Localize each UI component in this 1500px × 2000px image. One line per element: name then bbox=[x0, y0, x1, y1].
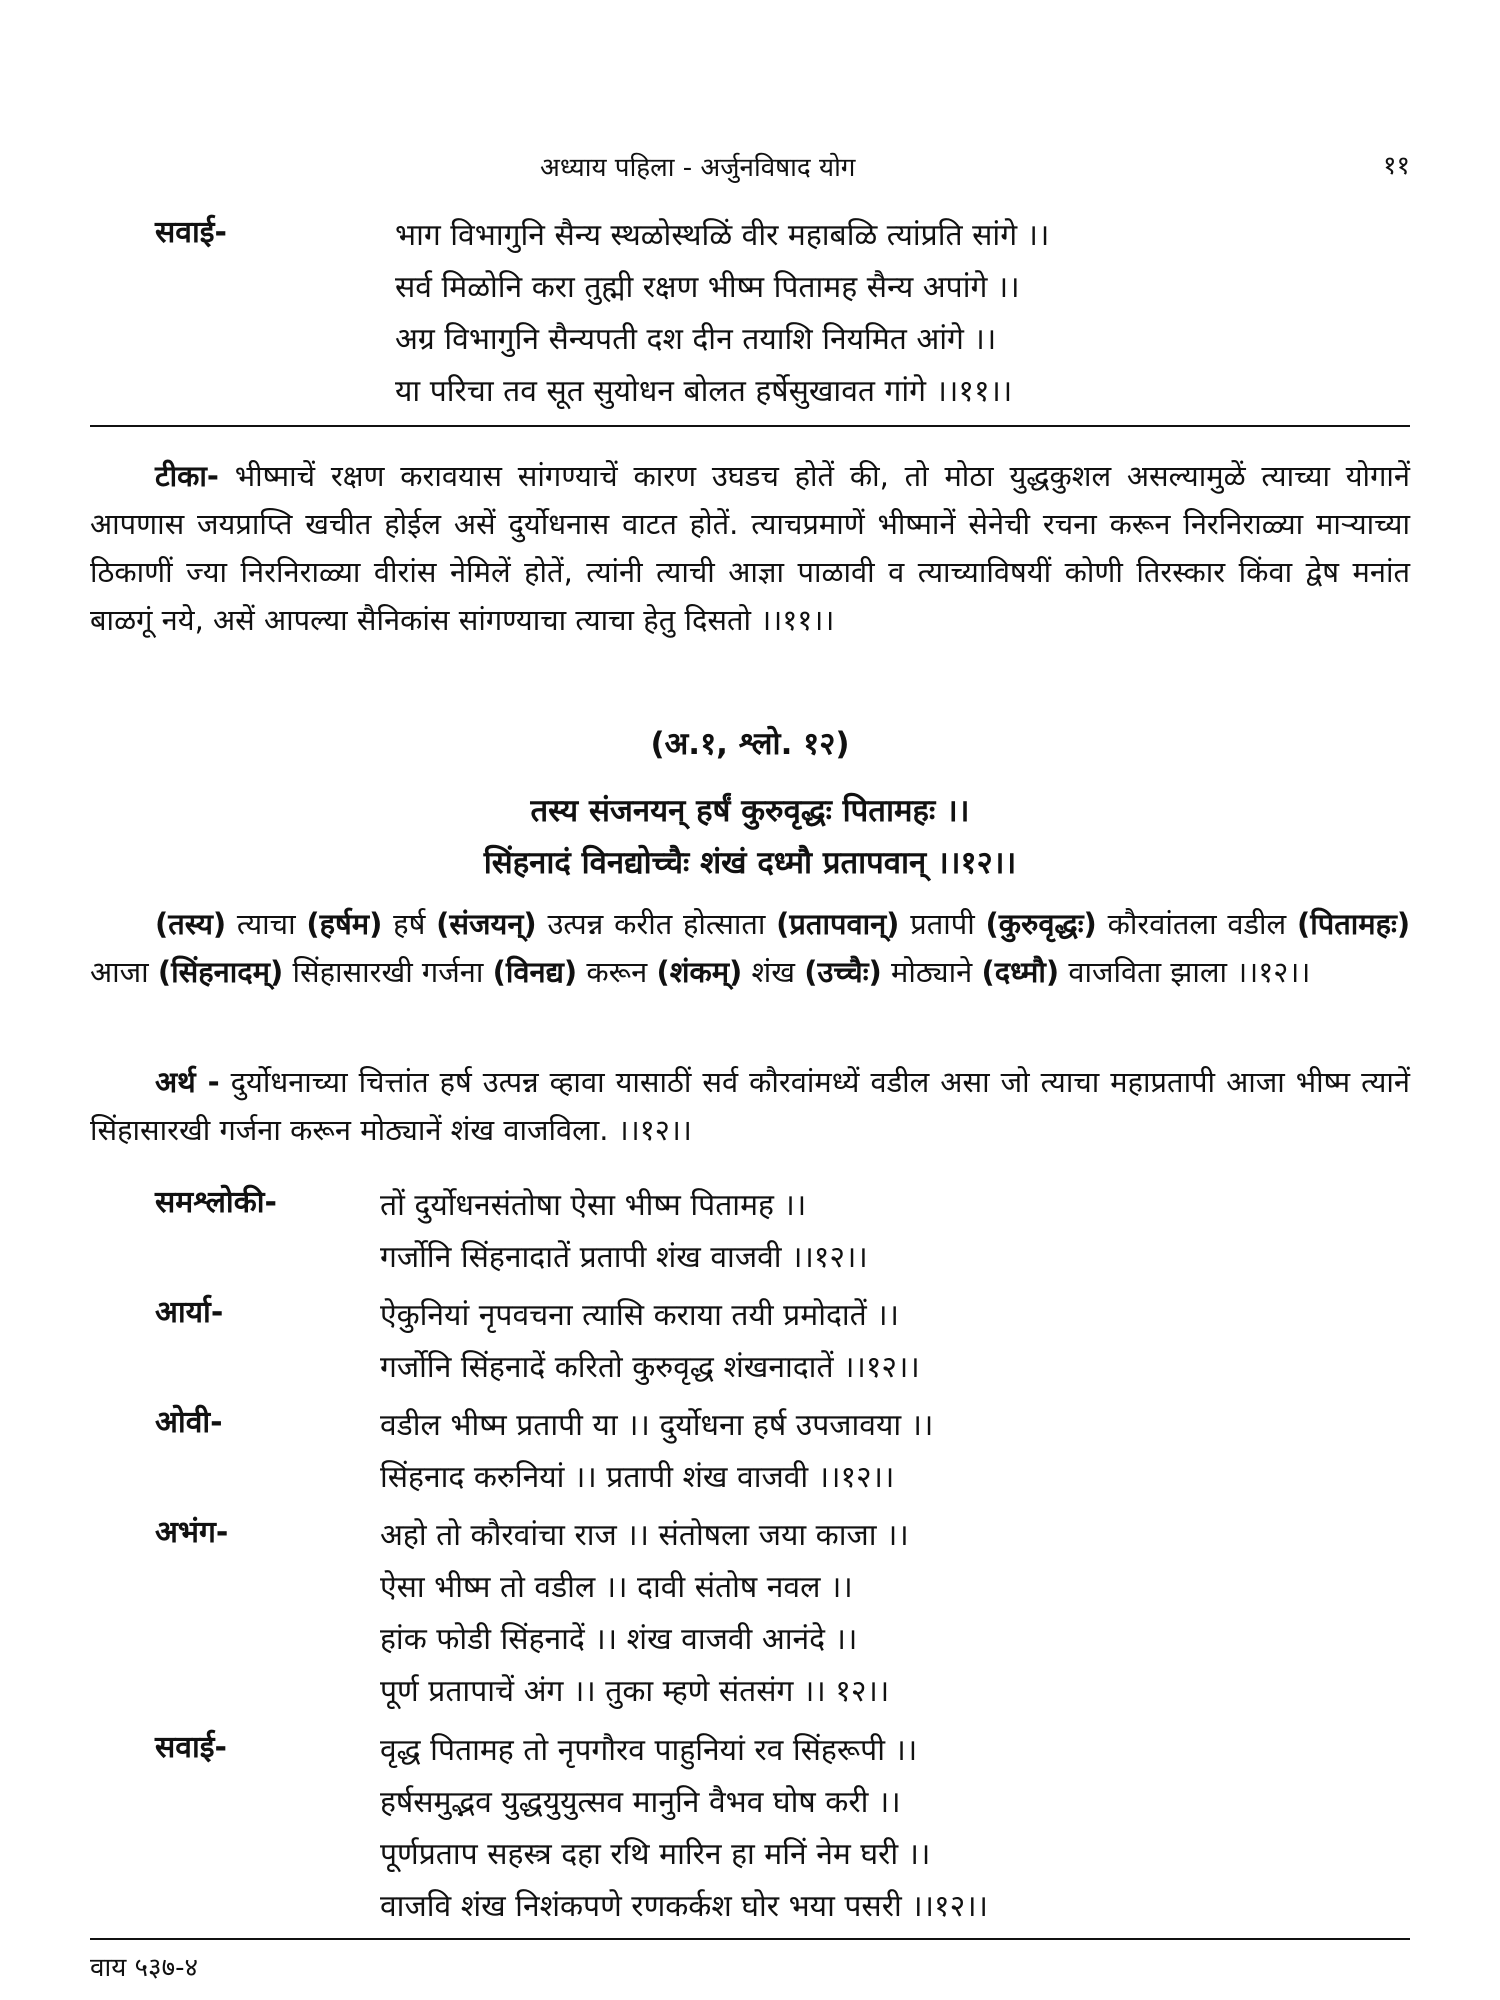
marathi-meaning: शंख bbox=[751, 955, 795, 989]
footer-divider bbox=[90, 1938, 1410, 1940]
verse-line: या परिचा तव सूत सुयोधन बोलत हर्षेसुखावत गांगे ।।११।। bbox=[395, 374, 1013, 409]
sanskrit-word: (तस्य) bbox=[155, 907, 227, 941]
sanskrit-word: (कुरुवृद्धः) bbox=[985, 907, 1097, 941]
marathi-meaning: सिंहासारखी गर्जना bbox=[292, 955, 484, 989]
verse-line: भाग विभागुनि सैन्य स्थळोस्थळिं वीर महाबळि त्यांप्रति सांगे ।। bbox=[395, 218, 1050, 253]
verse-label: ओवी- bbox=[155, 1405, 223, 1440]
sanskrit-word: (सिंहनादम्) bbox=[157, 955, 284, 989]
verse-label: समश्लोकी- bbox=[155, 1185, 277, 1220]
sanskrit-word: (हर्षम) bbox=[306, 907, 383, 941]
verse-label: सवाई- bbox=[155, 1730, 227, 1765]
verse-line: पूर्ण प्रतापाचें अंग ।। तुका म्हणे संतसंग ।। १२।। bbox=[380, 1674, 890, 1709]
verse-line: ऐसा भीष्म तो वडील ।। दावी संतोष नवल ।। bbox=[380, 1570, 853, 1605]
marathi-meaning: उत्पन्न करीत होत्साता bbox=[547, 907, 766, 941]
shloka-reference: (अ.१, श्लो. १२) bbox=[650, 726, 850, 762]
verse-line: तों दुर्योधनसंतोषा ऐसा भीष्म पितामह ।। bbox=[380, 1188, 807, 1223]
sanskrit-word: (दध्मौ) bbox=[981, 955, 1060, 989]
page-number: ११ bbox=[1382, 151, 1410, 181]
sanskrit-word: (संजयन्) bbox=[436, 907, 537, 941]
marathi-meaning: करून bbox=[586, 955, 648, 989]
verse-label: अभंग- bbox=[155, 1515, 229, 1550]
verse-line: वडील भीष्म प्रतापी या ।। दुर्योधना हर्ष उपजावया ।। bbox=[380, 1408, 934, 1443]
marathi-meaning: त्याचा bbox=[236, 907, 296, 941]
word-meaning-paragraph bbox=[90, 900, 1410, 996]
marathi-meaning: मोठ्याने bbox=[891, 955, 973, 989]
footer-code: वाय ५३७-४ bbox=[90, 1953, 198, 1983]
shloka-line: तस्य संजनयन् हर्षं कुरुवृद्धः पितामहः ।। bbox=[530, 793, 970, 829]
sanskrit-word: (प्रतापवान्) bbox=[776, 907, 900, 941]
artha-text: दुर्योधनाच्या चित्तांत हर्ष उत्पन्न व्हावा यासाठीं सर्व कौरवांमध्यें वडील असा जो त्याचा महाप्रतापी आजा भीष्म त्यानें सिंहासारखी गर्जना करून मोठ्यानें शंख वाजविला. ।।१२।। bbox=[90, 1065, 1410, 1147]
marathi-meaning: वाजविता झाला ।।१२।। bbox=[1068, 955, 1311, 989]
tika-label: टीका- bbox=[155, 459, 219, 493]
sanskrit-word: (शंकम्) bbox=[656, 955, 743, 989]
artha-label: अर्थ - bbox=[155, 1065, 220, 1099]
sanskrit-word: (विनद्य) bbox=[492, 955, 578, 989]
running-head: अध्याय पहिला - अर्जुनविषाद योग bbox=[540, 153, 856, 183]
verse-line: वाजवि शंख निशंकपणे रणकर्कश घोर भया पसरी ।।१२।। bbox=[380, 1889, 988, 1924]
verse-line: हर्षसमुद्भव युद्धयुयुत्सव मानुनि वैभव घोष करी ।। bbox=[380, 1785, 901, 1820]
marathi-meaning: आजा bbox=[90, 955, 149, 989]
divider bbox=[90, 425, 1410, 427]
tika-text: भीष्माचें रक्षण करावयास सांगण्याचें कारण उघडच होतें की, तो मोठा युद्धकुशल असल्यामुळें त्याच्या योगानें आपणास जयप्राप्ति खचीत होईल असें दुर्योधनास वाटत होतें. त्याचप्रमाणें भीष्मानें सेनेची रचना करून निरनिराळ्या माऱ्याच्या ठिकाणीं ज्या निरनिराळ्या वीरांस नेमिलें होतें, त्यांनी त्याची आज्ञा पाळावी व त्याच्याविषयीं कोणी तिरस्कार किंवा द्वेष मनांत बाळगूं नये, असें आपल्या सैनिकांस सांगण्याचा त्याचा हेतु दिसतो ।।११।। bbox=[90, 459, 1411, 637]
tika-paragraph bbox=[90, 452, 1410, 644]
verse-line: ऐकुनियां नृपवचना त्यासि कराया तयी प्रमोदातें ।। bbox=[380, 1298, 900, 1333]
verse-line: अहो तो कौरवांचा राज ।। संतोषला जया काजा ।। bbox=[380, 1518, 909, 1553]
artha-paragraph bbox=[90, 1058, 1410, 1154]
verse-line: गर्जोनि सिंहनादें करितो कुरुवृद्ध शंखनादातें ।।१२।। bbox=[380, 1350, 920, 1385]
verse-line: वृद्ध पितामह तो नृपगौरव पाहुनियां रव सिंहरूपी ।। bbox=[380, 1733, 918, 1768]
sanskrit-word: (उच्चैः) bbox=[804, 955, 882, 989]
verse-label: सवाई- bbox=[155, 215, 227, 250]
marathi-meaning: हर्ष bbox=[393, 907, 426, 941]
verse-line: गर्जोनि सिंहनादातें प्रतापी शंख वाजवी ।।१२।। bbox=[380, 1240, 868, 1275]
verse-line: सर्व मिळोनि करा तुह्मी रक्षण भीष्म पितामह सैन्य अपांगे ।। bbox=[395, 270, 1020, 305]
sanskrit-word: (पितामहः) bbox=[1296, 907, 1411, 941]
verse-label: आर्या- bbox=[155, 1295, 224, 1330]
shloka-line: सिंहनादं विनद्योच्चैः शंखं दध्मौ प्रतापवान् ।।१२।। bbox=[483, 845, 1017, 881]
verse-line: पूर्णप्रताप सहस्त्र दहा रथि मारिन हा मनिं नेम घरी ।। bbox=[380, 1837, 931, 1872]
verse-line: अग्र विभागुनि सैन्यपती दश दीन तयाशि नियमित आंगे ।। bbox=[395, 322, 997, 357]
marathi-meaning: कौरवांतला वडील bbox=[1107, 907, 1287, 941]
marathi-meaning: प्रतापी bbox=[910, 907, 975, 941]
verse-line: हांक फोडी सिंहनादें ।। शंख वाजवी आनंदे ।। bbox=[380, 1622, 858, 1657]
verse-line: सिंहनाद करुनियां ।। प्रतापी शंख वाजवी ।।१२।। bbox=[380, 1460, 895, 1495]
